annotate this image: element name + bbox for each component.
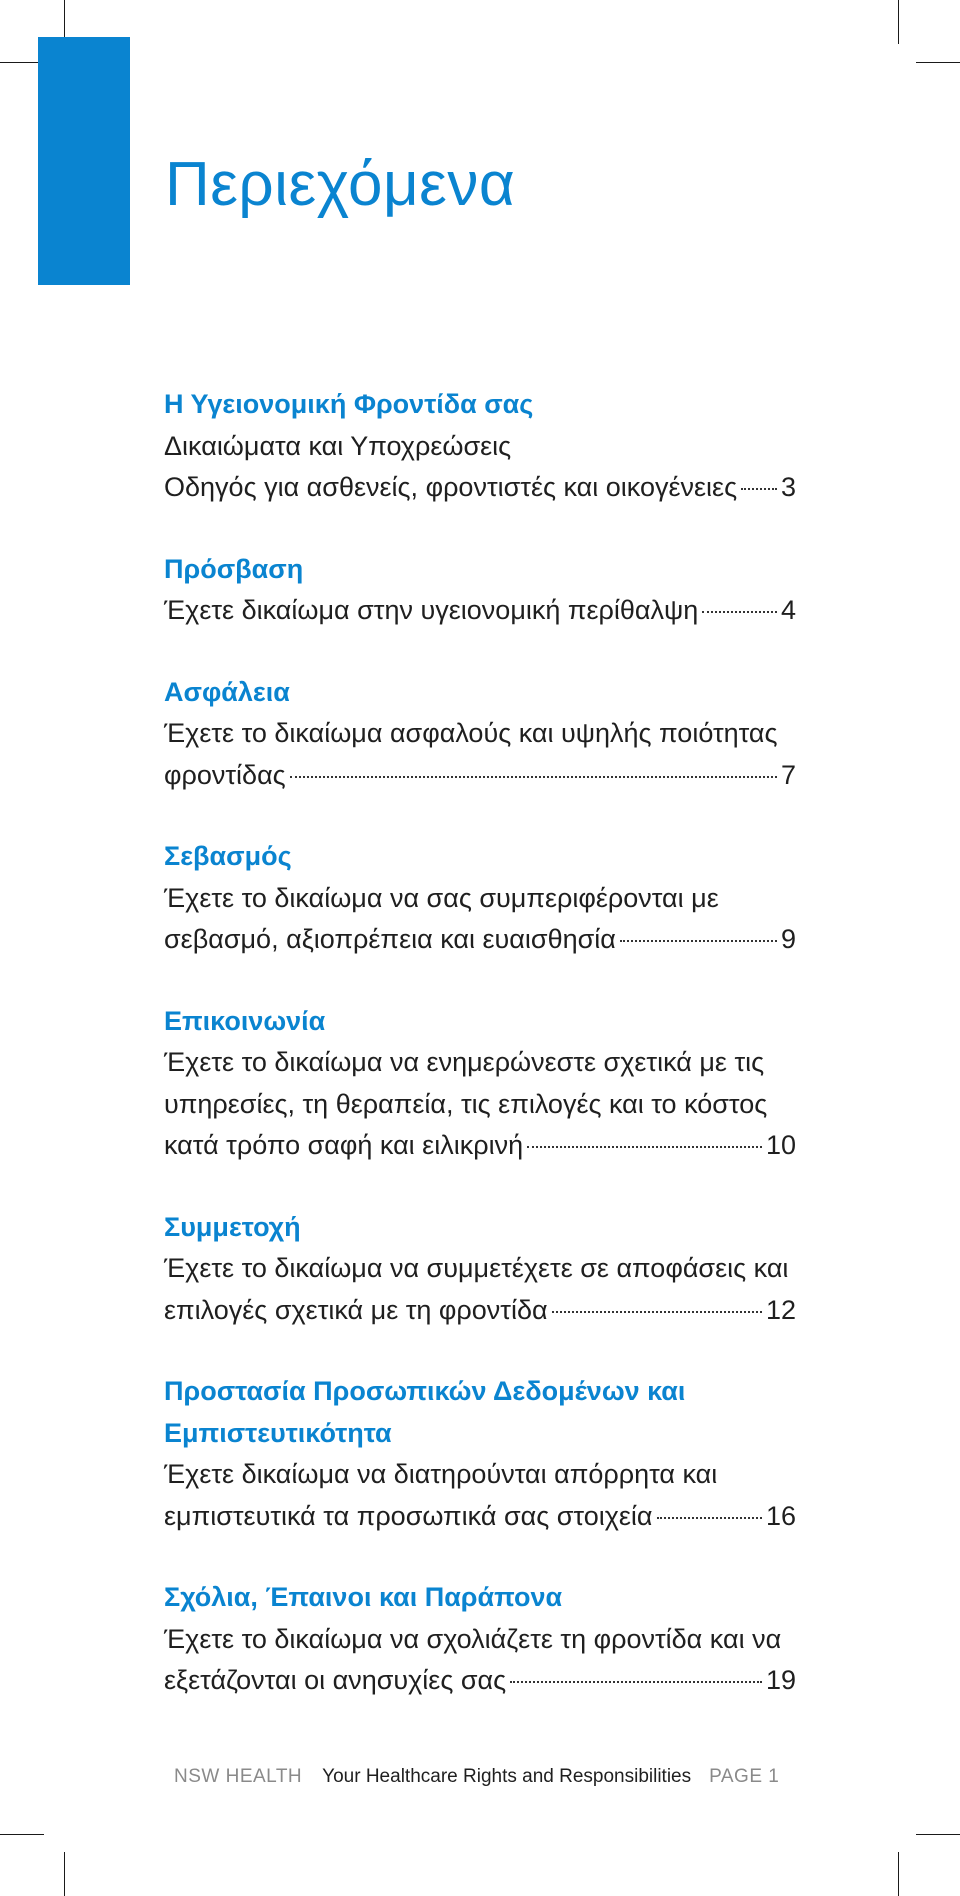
dot-leader: [552, 1311, 762, 1313]
toc-entry[interactable]: [164, 672, 796, 797]
toc-entry-leader-line: [164, 919, 796, 961]
page-footer: [174, 1766, 798, 1788]
toc-entry-description: κατά τρόπο σαφή και ειλικρινή: [164, 1130, 524, 1160]
crop-mark: [64, 1852, 65, 1896]
toc-entry[interactable]: [164, 1207, 796, 1332]
toc-entry-leader-line: [164, 1125, 796, 1167]
toc-entry-description: εμπιστευτικά τα προσωπικά σας στοιχεία: [164, 1500, 653, 1531]
toc-entry[interactable]: [164, 384, 796, 509]
toc-page-number: 12: [765, 1294, 796, 1325]
toc-entry-leader-line: [164, 1496, 796, 1538]
toc-entry-heading: Εμπιστευτικότητα: [164, 1417, 392, 1448]
crop-mark: [898, 1852, 899, 1896]
toc-entry-leader-line: [164, 755, 796, 797]
toc-entry-description: σεβασμό, αξιοπρέπεια και ευαισθησία: [164, 924, 616, 954]
toc-entry-heading: Ασφάλεια: [164, 676, 290, 707]
crop-mark: [0, 1834, 44, 1835]
dot-leader: [290, 776, 777, 778]
toc-entry-description: Δικαιώματα και Υποχρεώσεις: [164, 430, 512, 461]
toc-entry-description: εξετάζονται οι ανησυχίες σας: [164, 1665, 507, 1695]
toc-page-number: 16: [765, 1500, 796, 1531]
crop-mark: [916, 62, 960, 63]
accent-block: [38, 37, 130, 285]
crop-mark: [916, 1834, 960, 1835]
dot-leader: [527, 1146, 762, 1148]
toc-entry-leader-line: [164, 1290, 796, 1332]
toc-entry-description: φροντίδας: [164, 759, 286, 790]
toc-entry-description: υπηρεσίες, τη θεραπεία, τις επιλογές και το κόστος: [164, 1088, 768, 1119]
dot-leader: [510, 1681, 762, 1683]
crop-mark: [898, 0, 899, 44]
toc-entry-heading: Σχόλια, Έπαινοι και Παράπονα: [164, 1582, 563, 1612]
footer-document-title: Your Healthcare Rights and Responsibilities: [322, 1766, 692, 1787]
toc-entry-description: Οδηγός για ασθενείς, φροντιστές και οικογένειες: [164, 472, 738, 502]
dot-leader: [702, 611, 777, 613]
toc-entry-heading: Επικοινωνία: [164, 1005, 326, 1036]
toc-page-number: 19: [765, 1665, 796, 1695]
table-of-contents: [164, 384, 796, 1742]
toc-entry[interactable]: [164, 1577, 796, 1702]
toc-entry-heading: Η Υγειονομική Φροντίδα σας: [164, 389, 534, 419]
toc-entry[interactable]: [164, 549, 796, 632]
toc-page-number: 9: [780, 924, 796, 954]
toc-page-number: 7: [780, 759, 796, 790]
toc-entry-description: Έχετε δικαίωμα στην υγειονομική περίθαλψη: [164, 595, 699, 625]
toc-entry-heading: Πρόσβαση: [164, 553, 304, 584]
toc-page-number: 3: [780, 472, 796, 502]
dot-leader: [657, 1517, 762, 1519]
toc-entry[interactable]: [164, 836, 796, 961]
toc-entry-description: Έχετε το δικαίωμα να ενημερώνεστε σχετικά με τις: [164, 1047, 765, 1077]
footer-page-number: PAGE 1: [709, 1766, 780, 1787]
toc-entry[interactable]: [164, 1371, 796, 1537]
toc-entry-leader-line: [164, 467, 796, 509]
toc-entry-leader-line: [164, 590, 796, 632]
toc-entry-description: επιλογές σχετικά με τη φροντίδα: [164, 1294, 548, 1325]
dot-leader: [620, 940, 777, 942]
toc-entry-description: Έχετε το δικαίωμα να σχολιάζετε τη φροντίδα και να: [164, 1623, 782, 1654]
toc-page-number: 4: [780, 595, 796, 625]
page-title: Περιεχόμενα: [165, 150, 516, 219]
toc-page-number: 10: [765, 1130, 796, 1160]
toc-entry-description: Έχετε το δικαίωμα ασφαλούς και υψηλής ποιότητας: [164, 718, 778, 748]
toc-entry-heading: Προστασία Προσωπικών Δεδομένων και: [164, 1376, 686, 1406]
toc-entry-description: Έχετε δικαίωμα να διατηρούνται απόρρητα και: [164, 1459, 718, 1489]
toc-entry-heading: Σεβασμός: [164, 841, 292, 871]
toc-entry-leader-line: [164, 1660, 796, 1702]
toc-entry-description: Έχετε το δικαίωμα να συμμετέχετε σε αποφάσεις και: [164, 1253, 789, 1283]
toc-entry-description: Έχετε το δικαίωμα να σας συμπεριφέρονται με: [164, 882, 719, 913]
toc-entry[interactable]: [164, 1001, 796, 1167]
toc-entry-heading: Συμμετοχή: [164, 1211, 301, 1242]
footer-org: NSW HEALTH: [174, 1766, 303, 1787]
dot-leader: [741, 488, 777, 490]
